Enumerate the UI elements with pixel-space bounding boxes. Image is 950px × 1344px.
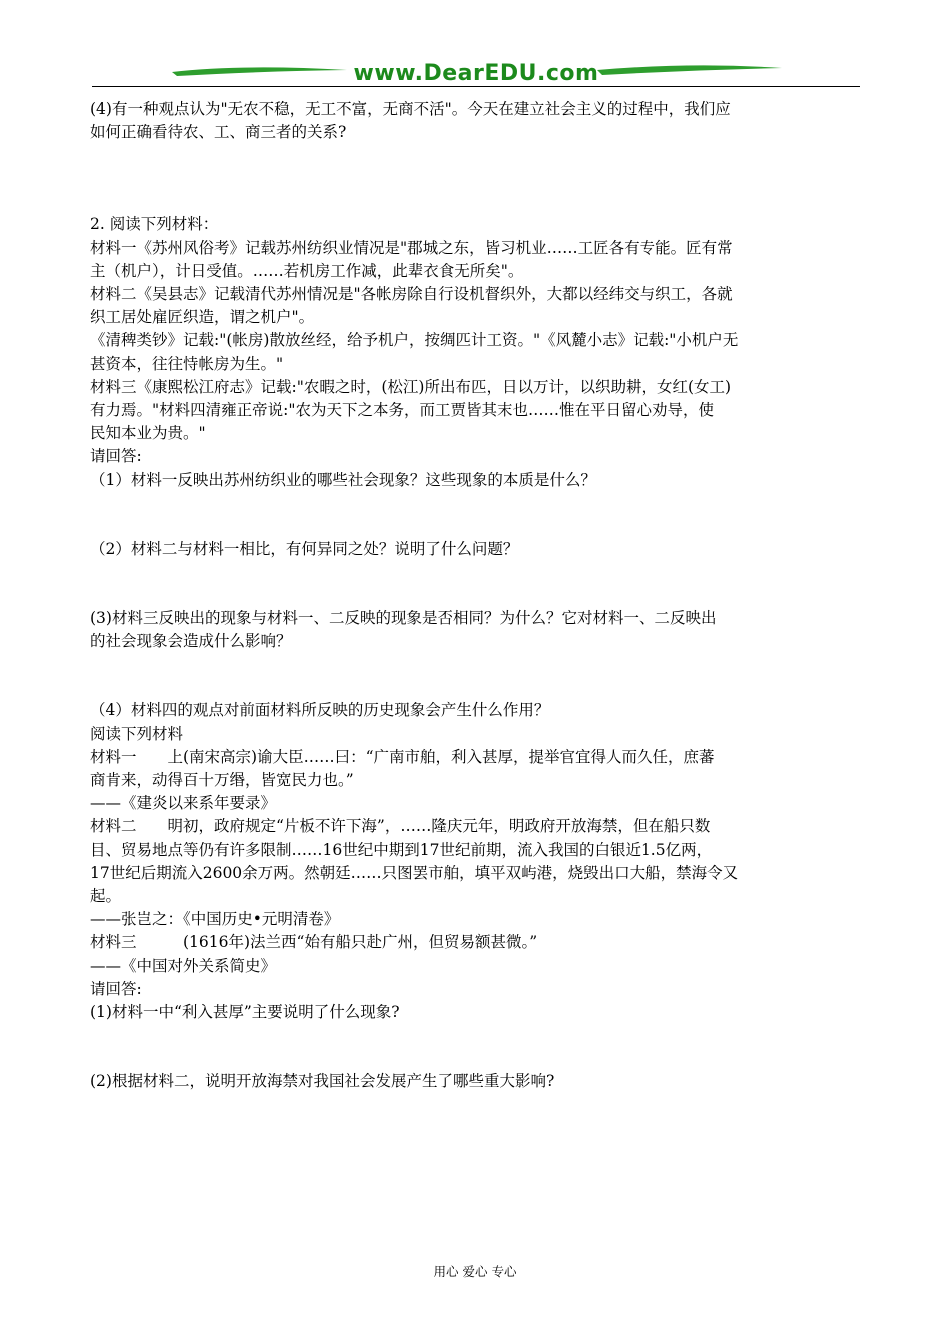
text-line: 甚资本，往往恃帐房为生。" [90, 354, 284, 373]
header-rule [92, 86, 860, 87]
text-line: 请回答: [90, 979, 142, 998]
sub-question: (1)材料一中“利入甚厚”主要说明了什么现象? [90, 1003, 400, 1022]
text-line: 民知本业为贵。" [90, 424, 206, 443]
sub-question: （2）材料二与材料一相比，有何异同之处？说明了什么问题？ [90, 539, 519, 558]
answer-space [90, 561, 865, 607]
answer-space [90, 492, 865, 538]
answer-space [90, 1024, 865, 1070]
text-line: 材料一《苏州风俗考》记载苏州纺织业情况是"郡城之东，皆习机业……工匠各有专能。匠有常 [90, 238, 733, 257]
text-line: 商肯来，动得百十万缗，皆宽民力也。” [90, 771, 354, 790]
sub-question: (2)根据材料二，说明开放海禁对我国社会发展产生了哪些重大影响? [90, 1072, 555, 1091]
answer-space [90, 144, 865, 190]
text-line: 材料二 明初，政府规定“片板不许下海”，……隆庆元年，明政府开放海禁，但在船只数 [90, 817, 711, 836]
page-footer: 用心 爱心 专心 [433, 1264, 517, 1279]
text-line: 织工居处雇匠织造，谓之机户"。 [90, 308, 315, 327]
text-line: 有力焉。"材料四清雍正帝说:"农为天下之本务，而工贾皆其末也……惟在平日留心劝导，使 [90, 401, 714, 420]
sub-question: （4）材料四的观点对前面材料所反映的历史现象会产生什么作用？ [90, 701, 550, 720]
text-line: 主（机户），计日受值。……若机房工作减，此辈衣食无所矣"。 [90, 261, 524, 280]
text-line: 《清稗类钞》记载:"(帐房)散放丝经，给予机户，按绸匹计工资。"《风麓小志》记载:"小机户无 [90, 331, 739, 350]
text-line: 材料一 上(南宋高宗)谕大臣……曰：“广南市舶，利入甚厚，提举官宜得人而久任，庶蕃 [90, 747, 715, 766]
text-line: 如何正确看待农、工、商三者的关系? [90, 123, 347, 142]
text-line: 材料二《吴县志》记载清代苏州情况是"各帐房除自行设机督织外，大都以经纬交与织工，各就 [90, 285, 733, 304]
document-body [90, 98, 865, 1094]
citation: ——《建炎以来系年要录》 [90, 794, 277, 813]
sub-question: 的社会现象会造成什么影响？ [90, 632, 292, 651]
answer-space [90, 653, 865, 699]
text-line: 起。 [90, 887, 122, 906]
citation: ——《中国对外关系简史》 [90, 956, 277, 975]
text-line: 材料三 (1616年)法兰西“始有船只赴广州，但贸易额甚微。” [90, 933, 538, 952]
question-heading: 2. 阅读下列材料： [90, 215, 219, 234]
text-line: (4)有一种观点认为"无农不稳，无工不富，无商不活"。今天在建立社会主义的过程中，我们应 [90, 100, 731, 118]
citation: ——张岂之：《中国历史•元明清卷》 [90, 910, 340, 929]
sub-question: (3)材料三反映出的现象与材料一、二反映的现象是否相同？为什么？它对材料一、二反映出 [90, 609, 717, 628]
text-line: 材料三《康熙松江府志》记载:"农暇之时，(松江)所出布匹，日以万计，以织助耕，女红(女工) [90, 377, 732, 396]
answer-space [90, 190, 865, 213]
text-line: 请回答: [90, 447, 142, 466]
text-line: 17世纪后期流入2600余万两。然朝廷……只图罢市舶，填平双屿港，烧毁出口大船，禁海令又 [90, 863, 739, 882]
sub-question: （1）材料一反映出苏州纺织业的哪些社会现象？这些现象的本质是什么？ [90, 470, 596, 489]
text-line: 目、贸易地点等仍有许多限制……16世纪中期到17世纪前期，流入我国的白银近1.5亿两， [90, 840, 713, 859]
site-logo-text[interactable]: www.DearEDU.com [353, 61, 599, 86]
question-heading: 阅读下列材料 [90, 724, 184, 743]
